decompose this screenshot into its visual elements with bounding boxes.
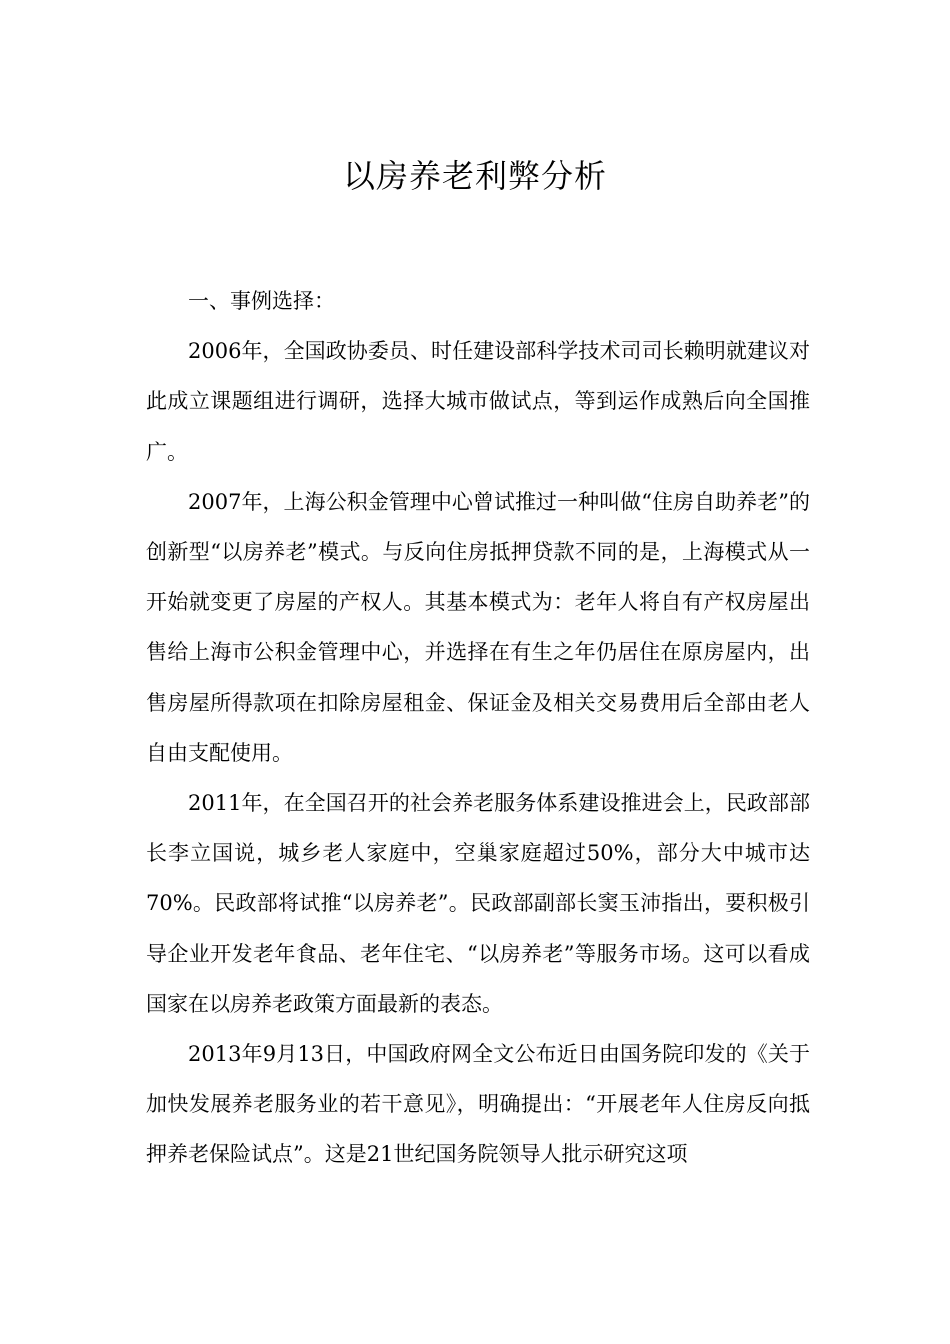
section-heading: 一、事例选择： <box>188 289 335 313</box>
paragraph-2011: 2011年，在全国召开的社会养老服务体系建设推进会上，民政部部长李立国说，城乡老人家庭中，空巢家庭超过50%，部分大中城市达70%。民政部将试推“以房养老”。民政部副部长窦玉沛指出，要积极引导企业开发老年食品、老年住宅、“以房养老”等服务市场。这可以看成国家在以房养老政策方面最新的表态。 <box>146 791 810 1016</box>
document-title: 以房养老利弊分析 <box>342 157 607 195</box>
document-body <box>146 276 810 1180</box>
paragraph-2013: 2013年9月13日，中国政府网全文公布近日由国务院印发的《关于加快发展养老服务业的若干意见》，明确提出：“开展老年人住房反向抵押养老保险试点”。这是21世纪国务院领导人批示研究这项 <box>146 1042 810 1167</box>
paragraph-2006: 2006年，全国政协委员、时任建设部科学技术司司长赖明就建议对此成立课题组进行调研，选择大城市做试点，等到运作成熟后向全国推广。 <box>146 339 810 464</box>
paragraph-2007: 2007年，上海公积金管理中心曾试推过一种叫做“住房自助养老”的创新型“以房养老”模式。与反向住房抵押贷款不同的是，上海模式从一开始就变更了房屋的产权人。其基本模式为：老年人将自有产权房屋出售给上海市公积金管理中心，并选择在有生之年仍居住在原房屋内，出售房屋所得款项在扣除房屋租金、保证金及相关交易费用后全部由老人自由支配使用。 <box>146 489 810 765</box>
